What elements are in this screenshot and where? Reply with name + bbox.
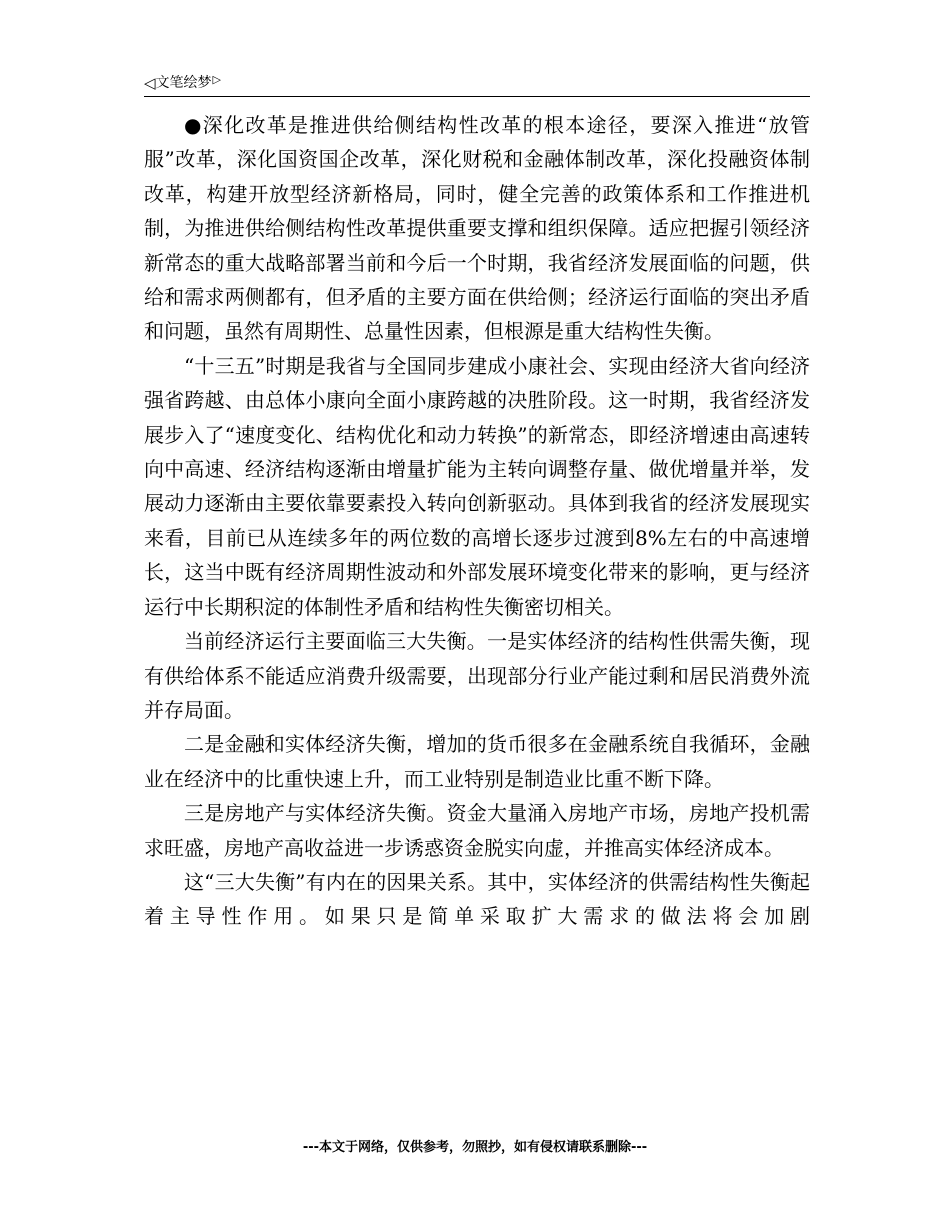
brand-mark [144,74,221,92]
left-triangle-icon: ◁ [144,74,156,92]
document-body [144,108,810,934]
page-header [144,72,810,97]
paragraph-3: 当前经济运行主要面临三大失衡。一是实体经济的结构性供需失衡，现有供给体系不能适应消费升级需要，出现部分行业产能过剩和居民消费外流并存局面。 [144,629,810,722]
paragraph-2: “十三五”时期是我省与全国同步建成小康社会、实现由经济大省向经济强省跨越、由总体小康向全面小康跨越的决胜阶段。这一时期，我省经济发展步入了“速度变化、结构优化和动力转换”的新常态，即经济增速由高速转向中高速、经济结构逐渐由增量扩能为主转向调整存量、做优增量并举，发展动力逐渐由主要依靠要素投入转向创新驱动。具体到我省的经济发展现实来看，目前已从连续多年的两位数的高增长逐步过渡到8%左右的中高速增长，这当中既有经济周期性波动和外部发展环境变化带来的影响，更与经济运行中长期积淀的体制性矛盾和结构性失衡密切相关。 [144,353,810,619]
paragraph-5: 三是房地产与实体经济失衡。资金大量涌入房地产市场，房地产投机需求旺盛，房地产高收益进一步诱惑资金脱实向虚，并推高实体经济成本。 [144,801,810,860]
footer-notice: ---本文于网络，仅供参考，勿照抄，如有侵权请联系删除--- [302,1140,648,1155]
paragraph-1: ●深化改革是推进供给侧结构性改革的根本途径，要深入推进“放管服”改革，深化国资国企改革，深化财税和金融体制改革，深化投融资体制改革，构建开放型经济新格局，同时，健全完善的政策体系和工作推进机制，为推进供给侧结构性改革提供重要支撑和组织保障。适应把握引领经济新常态的重大战略部署当前和今后一个时期，我省经济发展面临的问题，供给和需求两侧都有，但矛盾的主要方面在供给侧；经济运行面临的突出矛盾和问题，虽然有周期性、总量性因素，但根源是重大结构性失衡。 [144,113,810,344]
paragraph-4: 二是金融和实体经济失衡，增加的货币很多在金融系统自我循环，金融业在经济中的比重快速上升，而工业特别是制造业比重不断下降。 [144,732,810,791]
brand-name: 文笔绘梦 [155,75,212,91]
paragraph-6: 这“三大失衡”有内在的因果关系。其中，实体经济的供需结构性失衡起着主导性作用。如果只是简单采取扩大需求的做法将会加剧 [144,869,810,929]
right-triangle-icon: ▷ [212,73,222,86]
